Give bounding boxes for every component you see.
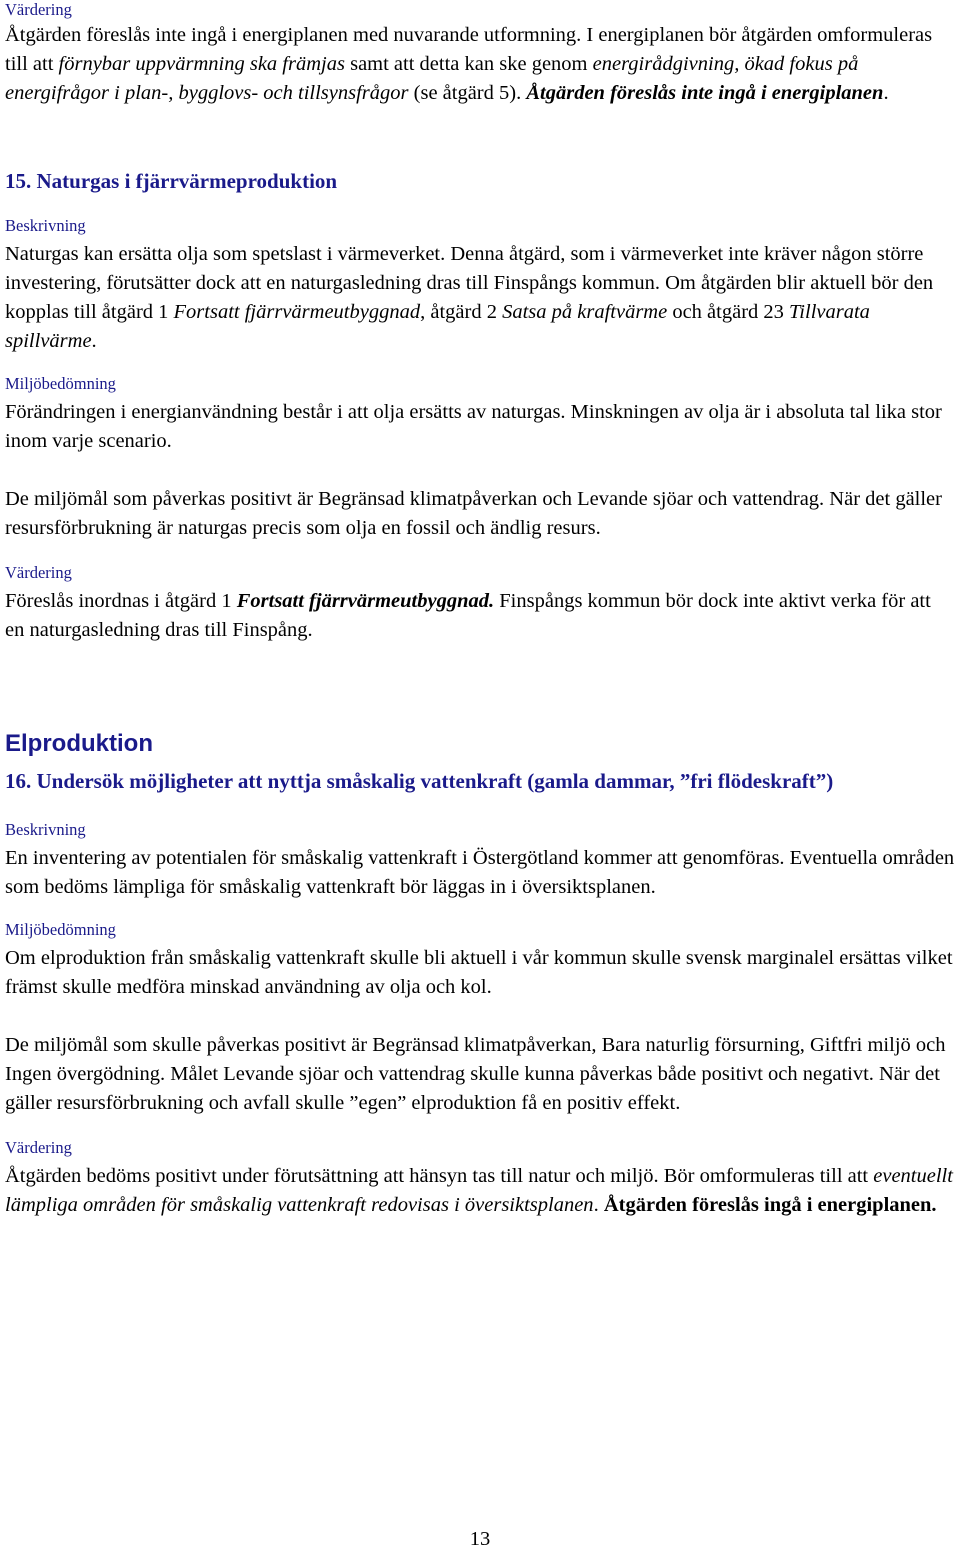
text-run: Åtgärden föreslås inte ingå i energiplanen med nuvarande utformning. I energiplanen bör åtgärden omformuleras till att	[5, 24, 933, 75]
italic-run: Tillvarata spillvärme	[5, 301, 870, 352]
environment-heading: Miljöbedömning	[5, 374, 116, 393]
bold-italic-run: Åtgärden föreslås inte ingå i energiplanen	[526, 82, 884, 104]
description-heading: Beskrivning	[5, 820, 86, 839]
text-run: Finspångs kommun bör dock inte aktivt verka för att en naturgasledning dras till Finspång.	[5, 590, 931, 641]
evaluation-text	[5, 21, 955, 108]
section-16	[5, 767, 955, 1220]
italic-run: förnybar uppvärmning ska främjas	[58, 53, 345, 75]
bold-italic-run: Fortsatt fjärrvärmeutbyggnad.	[236, 590, 495, 612]
bold-run: Åtgärden föreslås ingå i energiplanen.	[603, 1194, 937, 1216]
environment-text-1: Om elproduktion från småskalig vattenkraft skulle bli aktuell i vår kommun skulle svensk marginalel ersättas vilket främst skulle medföra minskad användning av olja och kol.	[5, 947, 953, 998]
text-run: Föreslås inordnas i åtgärd 1	[5, 590, 237, 612]
section-title: 15. Naturgas i fjärrvärmeproduktion	[5, 169, 338, 193]
description-text	[5, 240, 955, 356]
italic-run: energirådgivning, ökad fokus på energifrågor i plan-, bygglovs- och tillsynsfrågor	[5, 53, 859, 104]
text-run: , åtgärd 2	[420, 301, 503, 323]
text-run: .	[91, 330, 97, 352]
description-heading: Beskrivning	[5, 216, 86, 235]
text-run: (se åtgärd 5).	[408, 82, 527, 104]
evaluation-heading: Värdering	[5, 563, 72, 582]
italic-run: Satsa på kraftvärme	[502, 301, 668, 323]
evaluation-text	[5, 587, 955, 645]
evaluation-heading: Värdering	[5, 1138, 72, 1157]
environment-text-2: De miljömål som påverkas positivt är Begränsad klimatpåverkan och Levande sjöar och vattendrag. När det gäller resursförbrukning är naturgas precis som olja en fossil och ändlig resurs.	[5, 488, 942, 539]
section-title: 16. Undersök möjligheter att nyttja småskalig vattenkraft (gamla dammar, ”fri flödeskraft”)	[5, 769, 834, 793]
environment-text-2: De miljömål som skulle påverkas positivt är Begränsad klimatpåverkan, Bara naturlig försurning, Giftfri miljö och Ingen övergödning. Målet Levande sjöar och vattendrag skulle kunna påverkas både positivt och negativt. När det gäller resursförbrukning och avfall skulle ”egen” elproduktion få en positiv effekt.	[5, 1034, 946, 1114]
chapter-title: Elproduktion	[5, 730, 153, 757]
text-run: samt att detta kan ske genom	[344, 53, 593, 75]
text-run: .	[883, 82, 889, 104]
text-run: .	[593, 1194, 604, 1216]
top-evaluation-block	[5, 0, 955, 108]
italic-run: Fortsatt fjärrvärmeutbyggnad	[173, 301, 421, 323]
evaluation-text	[5, 1162, 955, 1220]
text-run: Åtgärden bedöms positivt under förutsättning att hänsyn tas till natur och miljö. Bör omformuleras till att	[5, 1165, 874, 1187]
italic-run: eventuellt lämpliga områden för småskalig vattenkraft redovisas i översiktsplanen	[5, 1165, 953, 1216]
text-run: och åtgärd 23	[667, 301, 790, 323]
evaluation-heading: Värdering	[5, 0, 72, 19]
text-run: Naturgas kan ersätta olja som spetslast i värmeverket. Denna åtgärd, som i värmeverket inte kräver någon större investering, förutsätter dock att en naturgasledning dras till Finspångs kommun. Om åtgärden blir aktuell bör den kopplas till åtgärd 1	[5, 243, 934, 323]
description-text: En inventering av potentialen för småskalig vattenkraft i Östergötland kommer att genomföras. Eventuella områden som bedöms lämpliga för småskalig vattenkraft bör läggas in i översiktsplanen.	[5, 847, 955, 898]
environment-heading: Miljöbedömning	[5, 920, 116, 939]
page-number: 13	[469, 1528, 491, 1550]
section-15	[5, 167, 955, 645]
environment-text-1: Förändringen i energianvändning består i att olja ersätts av naturgas. Minskningen av olja är i absoluta tal lika stor inom varje scenario.	[5, 401, 942, 452]
